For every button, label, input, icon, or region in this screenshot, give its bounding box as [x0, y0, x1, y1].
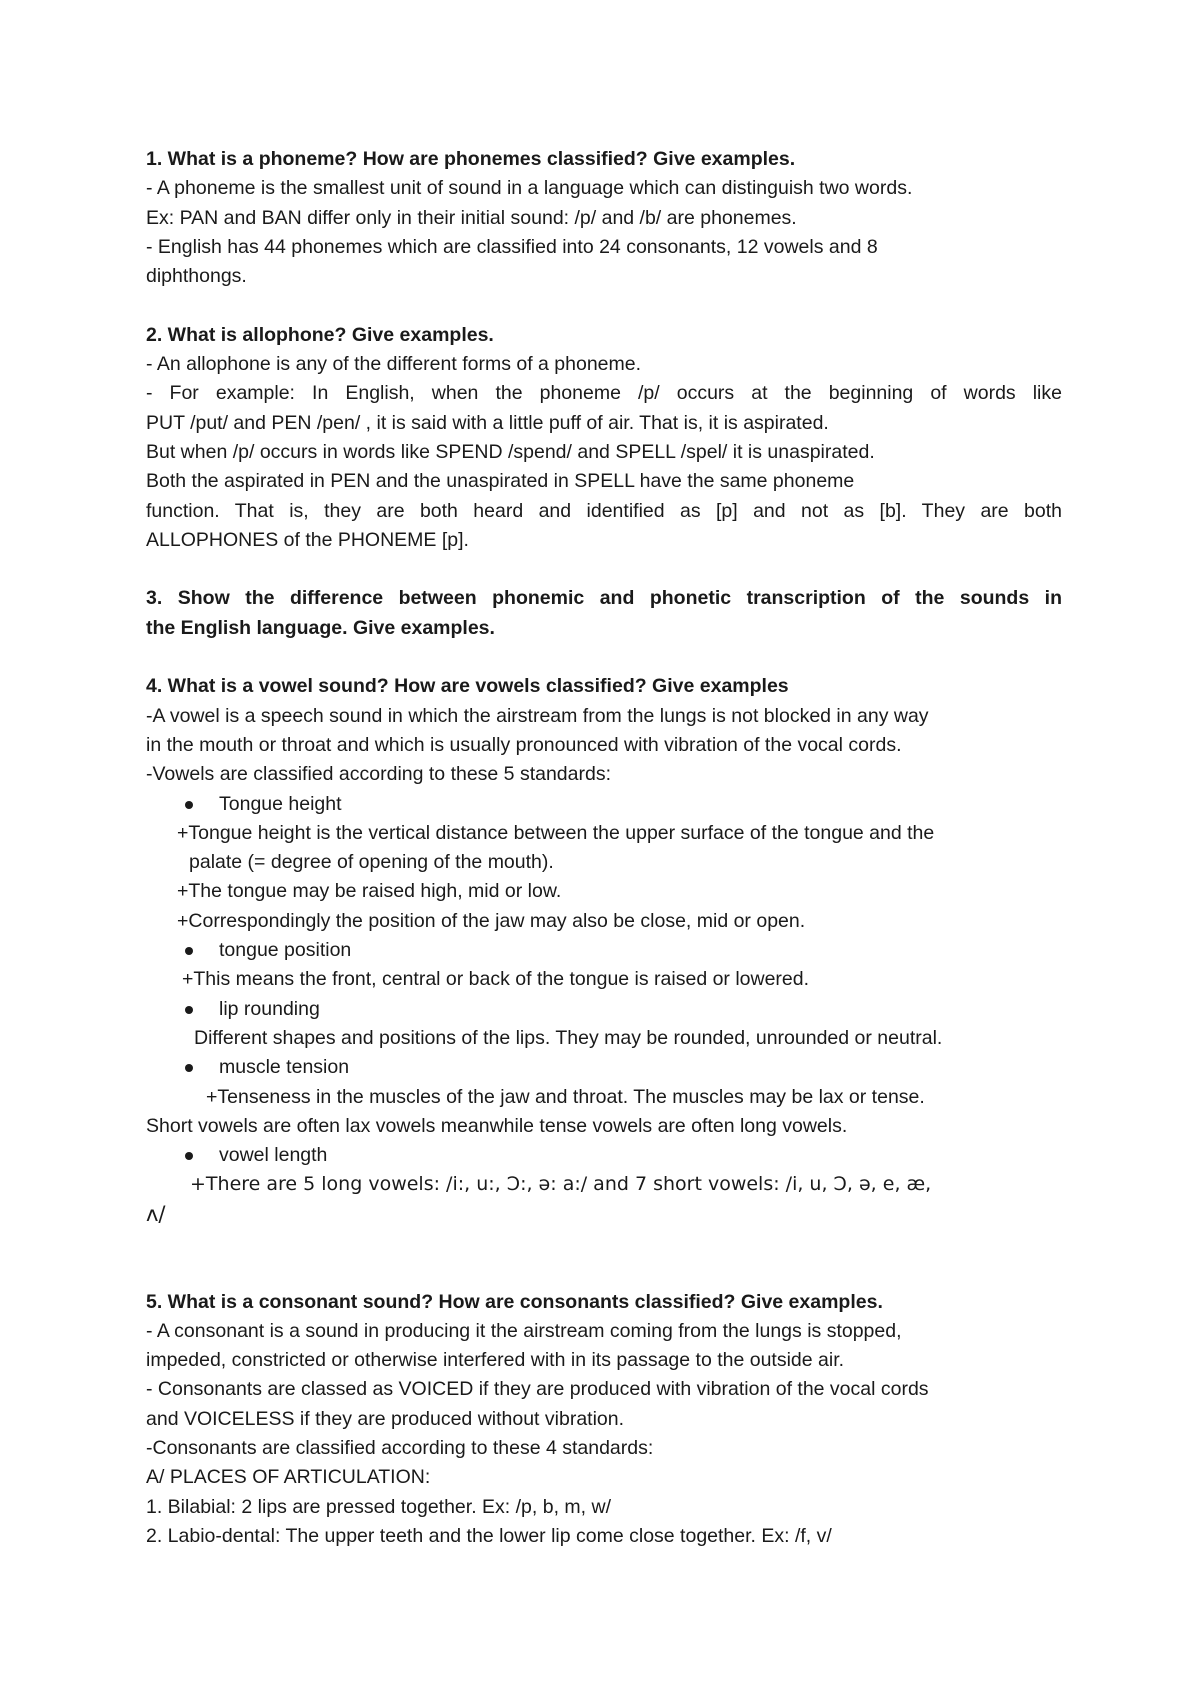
bullet-tongue-height: Tongue height: [146, 790, 1062, 819]
question-4-heading: 4. What is a vowel sound? How are vowels classified? Give examples: [146, 675, 789, 698]
q4-line-2: in the mouth or throat and which is usually pronounced with vibration of the vocal cords.: [146, 733, 902, 756]
lip-rounding-detail: Different shapes and positions of the lips. They may be rounded, unrounded or neutral.: [194, 1026, 943, 1049]
spacer: [146, 1229, 1062, 1258]
question-3-heading-line-1: 3. Show the difference between phonemic and phonetic transcription of the sounds in: [146, 587, 1062, 610]
bullet-tongue-position: tongue position: [146, 936, 1062, 965]
q5-line-6: A/ PLACES OF ARTICULATION:: [146, 1466, 431, 1489]
q1-line-3: - English has 44 phonemes which are classified into 24 consonants, 12 vowels and 8: [146, 235, 878, 258]
question-5-heading: 5. What is a consonant sound? How are consonants classified? Give examples.: [146, 1290, 883, 1313]
q5-line-3: - Consonants are classed as VOICED if they are produced with vibration of the vocal cords: [146, 1378, 929, 1401]
q4-line-3: -Vowels are classified according to these 5 standards:: [146, 763, 612, 786]
q5-line-7: 1. Bilabial: 2 lips are pressed together. Ex: /p, b, m, w/: [146, 1495, 611, 1518]
vowel-length-detail-2: ʌ/: [146, 1201, 166, 1226]
q4-line-1: -A vowel is a speech sound in which the airstream from the lungs is not blocked in any way: [146, 704, 929, 727]
q1-line-2: Ex: PAN and BAN differ only in their initial sound: /p/ and /b/ are phonemes.: [146, 206, 797, 229]
q5-line-8: 2. Labio-dental: The upper teeth and the lower lip come close together. Ex: /f, v/: [146, 1524, 832, 1547]
spacer: [146, 555, 1062, 584]
q5-line-1: - A consonant is a sound in producing it the airstream coming from the lungs is stopped,: [146, 1319, 902, 1342]
q2-line-2: - For example: In English, when the phoneme /p/ occurs at the beginning of words like: [146, 382, 1062, 405]
tongue-position-detail: +This means the front, central or back of the tongue is raised or lowered.: [182, 968, 810, 991]
q2-line-3: PUT /put/ and PEN /pen/ , it is said with a little puff of air. That is, it is aspirated.: [146, 411, 829, 434]
q2-line-4: But when /p/ occurs in words like SPEND /spend/ and SPELL /spel/ it is unaspirated.: [146, 440, 875, 463]
q2-line-1: - An allophone is any of the different forms of a phoneme.: [146, 353, 642, 376]
vowel-length-detail-1: +There are 5 long vowels: /i:, u:, Ɔ:, ə: a:/ and 7 short vowels: /i, u, Ɔ, ə, e, æ,: [190, 1173, 932, 1196]
bullet-lip-rounding: lip rounding: [146, 995, 1062, 1024]
q1-line-1: - A phoneme is the smallest unit of sound in a language which can distinguish two words.: [146, 177, 913, 200]
document-body: [146, 145, 1062, 1551]
spacer: [146, 643, 1062, 672]
q5-line-4: and VOICELESS if they are produced without vibration.: [146, 1407, 625, 1430]
bullet-vowel-length: vowel length: [146, 1141, 1062, 1170]
muscle-tension-detail-1: +Tenseness in the muscles of the jaw and throat. The muscles may be lax or tense.: [206, 1085, 925, 1108]
q2-line-6: function. That is, they are both heard and identified as [p] and not as [b]. They are both: [146, 499, 1062, 522]
tongue-height-detail-2: palate (= degree of opening of the mouth).: [189, 851, 554, 874]
q5-line-2: impeded, constricted or otherwise interfered with in its passage to the outside air.: [146, 1349, 845, 1372]
question-2-heading: 2. What is allophone? Give examples.: [146, 323, 494, 346]
q2-line-7: ALLOPHONES of the PHONEME [p].: [146, 528, 469, 551]
spacer: [146, 1258, 1062, 1287]
q5-line-5: -Consonants are classified according to these 4 standards:: [146, 1437, 654, 1460]
tongue-height-detail-4: +Correspondingly the position of the jaw may also be close, mid or open.: [177, 909, 806, 932]
tongue-height-detail-3: +The tongue may be raised high, mid or low.: [177, 880, 562, 903]
q2-line-5: Both the aspirated in PEN and the unaspirated in SPELL have the same phoneme: [146, 470, 855, 493]
question-3-heading-line-2: the English language. Give examples.: [146, 616, 495, 639]
bullet-muscle-tension: muscle tension: [146, 1053, 1062, 1082]
spacer: [146, 291, 1062, 320]
q1-line-4: diphthongs.: [146, 265, 247, 288]
question-1-heading: 1. What is a phoneme? How are phonemes classified? Give examples.: [146, 148, 796, 170]
tongue-height-detail-1: +Tongue height is the vertical distance between the upper surface of the tongue and the: [177, 821, 935, 844]
muscle-tension-detail-2: Short vowels are often lax vowels meanwhile tense vowels are often long vowels.: [146, 1114, 848, 1137]
